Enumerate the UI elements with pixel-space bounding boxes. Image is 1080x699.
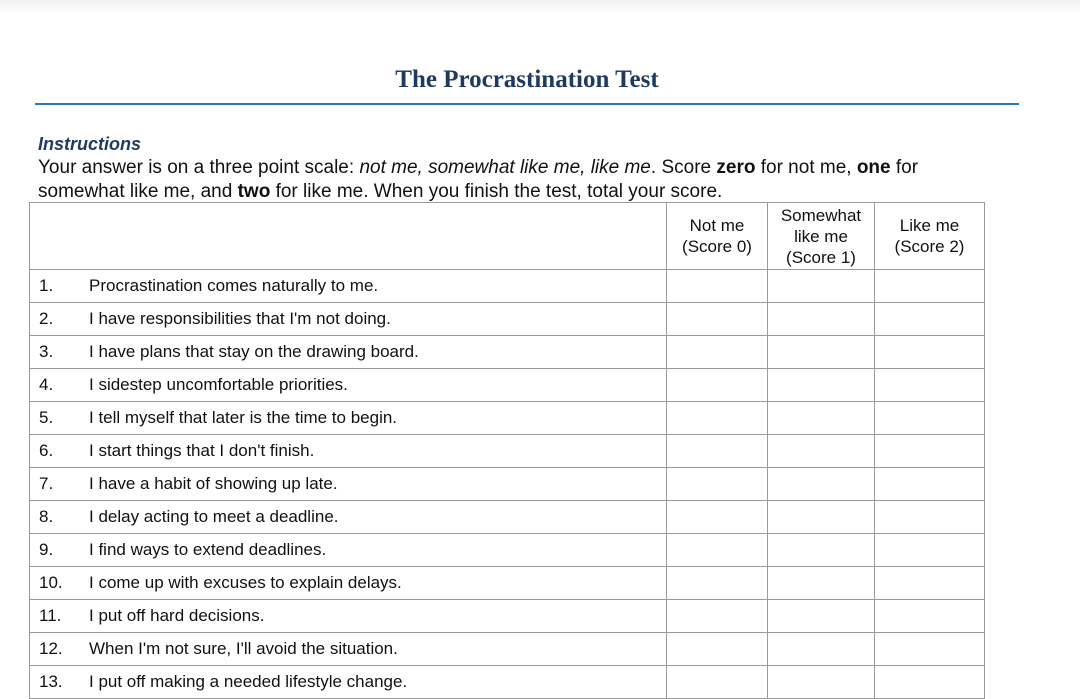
item-statement: I start things that I don't finish. [89,441,315,460]
instr-part: for like me. When you finish the test, total your score. [270,181,723,202]
item-number: 9. [39,540,54,559]
score-1-cell[interactable] [768,501,875,534]
item-number: 3. [39,342,54,361]
statement-cell [30,303,667,336]
score-2-cell[interactable] [875,270,985,303]
statement-cell [30,435,667,468]
instr-two: two [237,181,271,202]
score-0-cell[interactable] [667,270,768,303]
statement-cell [30,402,667,435]
top-strip [0,0,1080,14]
statement-cell [30,567,667,600]
score-1-cell[interactable] [768,666,875,699]
score-1-cell[interactable] [768,336,875,369]
table-row [30,303,985,336]
instr-part: . Score [650,157,717,178]
table-row [30,633,985,666]
item-statement: I tell myself that later is the time to begin. [89,408,398,427]
col-header-line: (Score 0) [682,237,752,256]
item-number: 8. [39,507,54,526]
score-2-cell[interactable] [875,435,985,468]
score-0-cell[interactable] [667,468,768,501]
table-row [30,534,985,567]
col-header-line: Like me [899,216,960,235]
statement-cell [30,633,667,666]
instr-zero: zero [716,157,756,178]
col-header-line: like me [794,226,848,246]
score-0-cell[interactable] [667,435,768,468]
statement-cell [30,369,667,402]
score-1-cell[interactable] [768,567,875,600]
score-1-cell[interactable] [768,600,875,633]
item-number: 12. [39,639,63,658]
item-number: 4. [39,375,54,394]
item-statement: I put off hard decisions. [89,606,265,625]
score-1-cell[interactable] [768,468,875,501]
col-header-not-me [667,203,768,270]
score-0-cell[interactable] [667,501,768,534]
page-title: The Procrastination Test [395,66,659,93]
statement-cell [30,468,667,501]
table-row [30,600,985,633]
score-0-cell[interactable] [667,534,768,567]
score-0-cell[interactable] [667,336,768,369]
score-1-cell[interactable] [768,270,875,303]
statement-header [30,203,667,270]
table-row [30,369,985,402]
score-2-cell[interactable] [875,567,985,600]
score-0-cell[interactable] [667,666,768,699]
item-statement: I come up with excuses to explain delays. [89,573,402,592]
col-header-line: Somewhat [780,205,862,225]
score-2-cell[interactable] [875,402,985,435]
statement-cell [30,534,667,567]
score-2-cell[interactable] [875,501,985,534]
statement-cell [30,501,667,534]
item-number: 7. [39,474,54,493]
score-2-cell[interactable] [875,303,985,336]
score-1-cell[interactable] [768,534,875,567]
item-number: 11. [39,606,62,625]
item-statement: I have plans that stay on the drawing board. [89,342,419,361]
item-number: 13. [39,672,63,691]
instr-part: Your answer is on a three point scale: [38,157,360,178]
instructions-heading: Instructions [38,134,142,154]
questionnaire-table [29,202,985,699]
table-row [30,402,985,435]
table-row [30,336,985,369]
item-statement: I find ways to extend deadlines. [89,540,327,559]
col-header-line: Not me [689,216,745,235]
instr-scale-items: not me, somewhat like me, like me [359,157,651,178]
item-number: 1. [39,276,54,295]
score-2-cell[interactable] [875,369,985,402]
score-2-cell[interactable] [875,633,985,666]
instr-part: for somewhat like me, and [38,157,919,202]
score-2-cell[interactable] [875,468,985,501]
score-0-cell[interactable] [667,633,768,666]
score-0-cell[interactable] [667,402,768,435]
score-0-cell[interactable] [667,567,768,600]
score-2-cell[interactable] [875,336,985,369]
score-1-cell[interactable] [768,402,875,435]
table-row [30,435,985,468]
table-row [30,501,985,534]
statement-cell [30,600,667,633]
item-number: 10. [39,573,63,592]
instr-part: for not me, [755,157,857,178]
col-header-line: (Score 1) [786,247,856,267]
score-2-cell[interactable] [875,666,985,699]
score-0-cell[interactable] [667,369,768,402]
item-number: 6. [39,441,54,460]
score-1-cell[interactable] [768,303,875,336]
table-row [30,567,985,600]
score-2-cell[interactable] [875,600,985,633]
item-number: 2. [39,309,54,328]
table-row [30,666,985,699]
score-1-cell[interactable] [768,369,875,402]
item-statement: Procrastination comes naturally to me. [89,276,379,295]
score-1-cell[interactable] [768,633,875,666]
score-0-cell[interactable] [667,600,768,633]
score-2-cell[interactable] [875,534,985,567]
instr-one: one [856,157,891,178]
statement-cell [30,666,667,699]
score-1-cell[interactable] [768,435,875,468]
title-divider [35,103,1019,105]
statement-cell [30,270,667,303]
item-statement: I put off making a needed lifestyle change. [89,672,408,691]
table-row [30,270,985,303]
item-statement: When I'm not sure, I'll avoid the situation. [89,639,398,658]
item-statement: I delay acting to meet a deadline. [89,507,339,526]
item-statement: I sidestep uncomfortable priorities. [89,375,348,394]
table-row [30,468,985,501]
col-header-like-me [875,203,985,270]
col-header-somewhat [768,203,875,270]
statement-cell [30,336,667,369]
score-0-cell[interactable] [667,303,768,336]
col-header-line: (Score 2) [894,237,965,256]
item-number: 5. [39,408,54,427]
item-statement: I have a habit of showing up late. [89,474,338,493]
instructions-text [38,156,988,204]
item-statement: I have responsibilities that I'm not doing. [89,309,391,328]
